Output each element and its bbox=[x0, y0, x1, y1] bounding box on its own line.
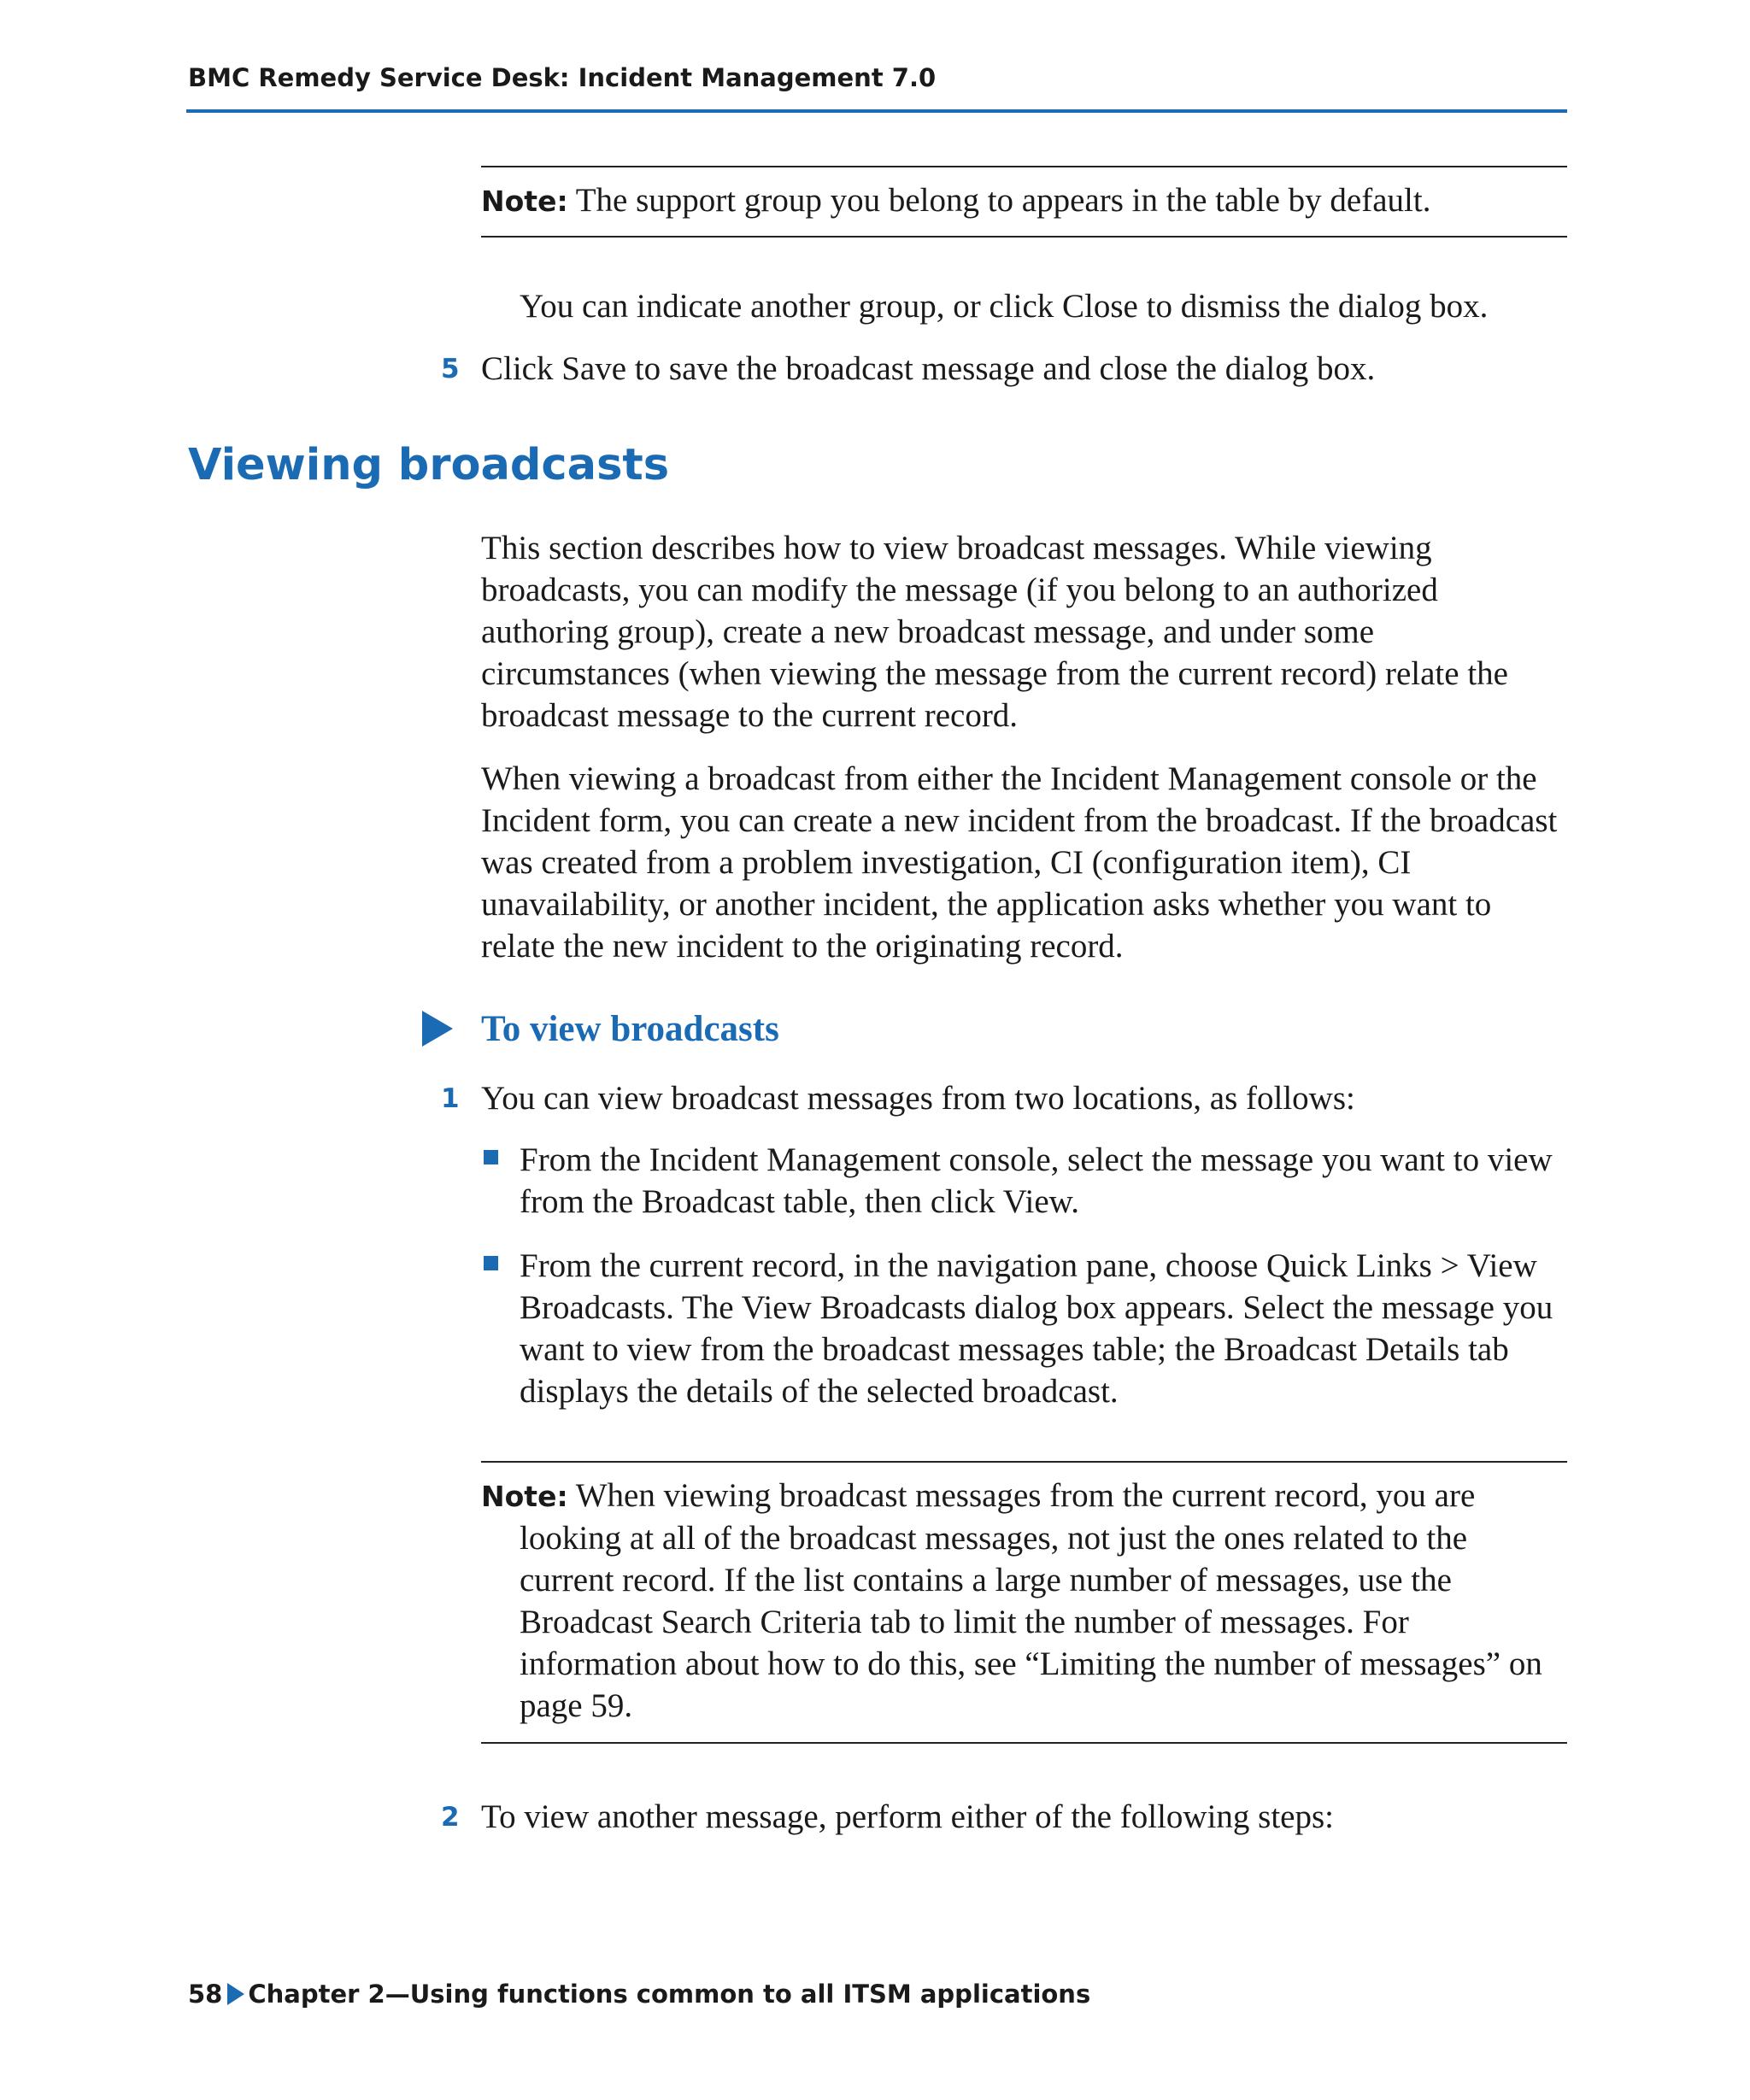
step-text: To view another message, perform either of the following steps: bbox=[481, 1798, 1334, 1835]
bullet-text: From the current record, in the navigation pane, choose Quick Links > View Broadcasts. The View Broadcasts dialog box appears. Select the message you want to view from the broadcast messages table; the Broadcast Details tab displays the details of the selected broadcast. bbox=[520, 1247, 1553, 1410]
note-label: Note: bbox=[481, 1480, 568, 1513]
paragraph: You can indicate another group, or click Close to dismiss the dialog box. bbox=[520, 288, 1489, 325]
note-text: The support group you belong to appears in the table by default. bbox=[575, 182, 1431, 219]
section-title: Viewing broadcasts bbox=[188, 440, 670, 490]
footer-chapter: Chapter 2—Using functions common to all ITSM applications bbox=[248, 1980, 1091, 2009]
section-paragraph: This section describes how to view broadcast messages. While viewing broadcasts, you can modify the message (if you belong to an authorized authoring group), create a new broadcast message, and under some circumstances (when viewing the message from the current record) relate the broadcast message to the current record. bbox=[481, 530, 1508, 734]
bullet-square-icon bbox=[484, 1150, 498, 1164]
bullet-square-icon bbox=[484, 1256, 498, 1270]
header-rule bbox=[186, 109, 1567, 113]
bullet-text: From the Incident Management console, select the message you want to view from the Broadcast table, then click View. bbox=[520, 1141, 1553, 1220]
step-text: Click Save to save the broadcast message and close the dialog box. bbox=[481, 350, 1376, 387]
running-header: BMC Remedy Service Desk: Incident Management 7.0 bbox=[188, 63, 937, 92]
note-text: When viewing broadcast messages from the current record, you are looking at all of the broadcast messages, not just the ones related to the current record. If the list contains a large number of messages, use the Broadcast Search Criteria tab to limit the number of messages. For information about how to do this, see “Limiting the number of messages” on page 59. bbox=[520, 1477, 1542, 1724]
note-box bbox=[481, 1461, 1567, 1744]
page-number: 58 bbox=[188, 1980, 223, 2009]
footer-arrow-icon bbox=[227, 1983, 244, 2005]
step-number: 2 bbox=[441, 1802, 460, 1833]
note-box bbox=[481, 166, 1567, 238]
note-label: Note: bbox=[481, 185, 568, 218]
section-paragraph: When viewing a broadcast from either the Incident Management console or the Incident form, you can create a new incident from the broadcast. If the broadcast was created from a problem investigation, CI (configuration item), CI unavailability, or another incident, the application asks whether you want to relate the new incident to the originating record. bbox=[481, 760, 1558, 965]
page-footer bbox=[188, 1980, 1090, 2009]
step-text: You can view broadcast messages from two locations, as follows: bbox=[481, 1080, 1355, 1117]
step-number: 5 bbox=[441, 354, 460, 384]
procedure-arrow-icon bbox=[422, 1011, 453, 1047]
procedure-title: To view broadcasts bbox=[481, 1009, 779, 1049]
step-number: 1 bbox=[441, 1083, 460, 1114]
